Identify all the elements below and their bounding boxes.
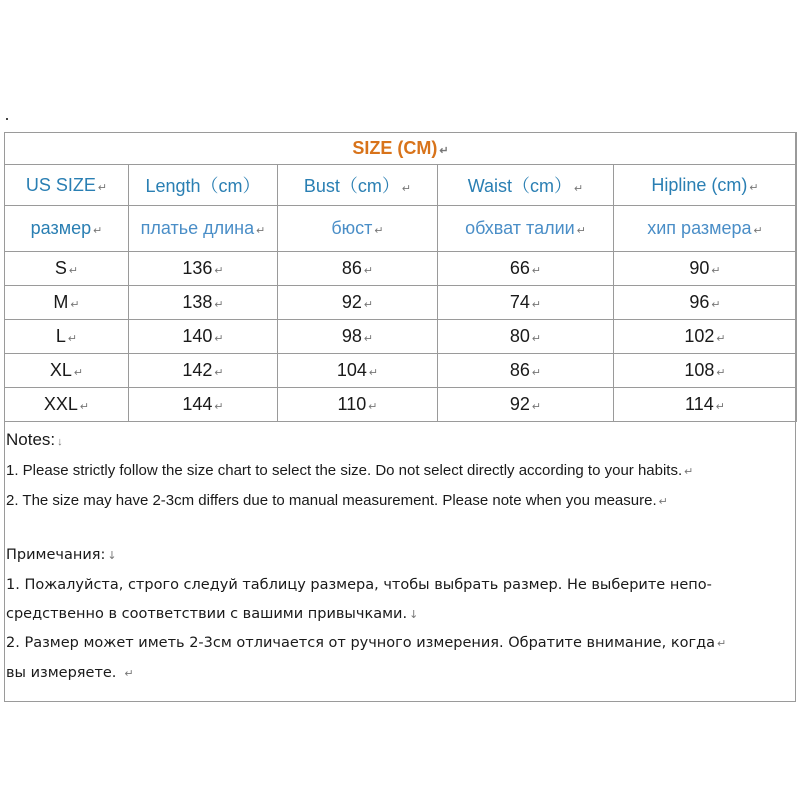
cell-size: XL ↵: [5, 354, 129, 388]
note-en-2: 2. The size may have 2-3cm differs due to manual measurement. Please note when you measure. ↵: [6, 492, 668, 509]
header-waist: Waist（cm） ↵: [438, 165, 614, 206]
cell-size: S ↵: [5, 252, 129, 286]
note-ru-1-line-2: средственно в соответствии с вашими привычками. ↓: [6, 606, 419, 622]
cell-hipline: 114 ↵: [614, 388, 797, 422]
cell-waist: 74 ↵: [438, 286, 614, 320]
note-ru-2-line-1: 2. Размер может иметь 2-3см отличается от ручного измерения. Обратите внимание, когда ↵: [6, 635, 727, 651]
cell-length: 142 ↵: [129, 354, 278, 388]
cell-bust: 86 ↵: [278, 252, 438, 286]
cell-bust: 104 ↵: [278, 354, 438, 388]
header-length: Length（cm）: [129, 165, 278, 206]
cell-size: L ↵: [5, 320, 129, 354]
note-en-1: 1. Please strictly follow the size chart to select the size. Do not select directly according to your habits. ↵: [6, 462, 694, 479]
cell-hipline: 108 ↵: [614, 354, 797, 388]
header-ru-size: размер ↵: [5, 206, 129, 252]
header-ru-length: платье длина ↵: [129, 206, 278, 252]
cell-bust: 110 ↵: [278, 388, 438, 422]
cell-size: M ↵: [5, 286, 129, 320]
cell-hipline: 90 ↵: [614, 252, 797, 286]
cell-bust: 92 ↵: [278, 286, 438, 320]
cell-length: 138 ↵: [129, 286, 278, 320]
note-ru-2-line-2: вы измеряете. ↵: [6, 665, 134, 681]
notes-heading-ru: Примечания: ↓: [6, 547, 117, 563]
notes-heading-en: Notes: ↓: [6, 430, 63, 449]
cell-length: 140 ↵: [129, 320, 278, 354]
cell-bust: 98 ↵: [278, 320, 438, 354]
note-ru-1-line-1: 1. Пожалуйста, строго следуй таблицу размера, чтобы выбрать размер. Не выберите непо-: [6, 577, 712, 593]
stray-dot: [6, 118, 8, 120]
header-bust: Bust（cm） ↵: [278, 165, 438, 206]
table-title-text: SIZE (CM): [352, 138, 438, 158]
return-mark: ↵: [439, 145, 449, 157]
cell-waist: 80 ↵: [438, 320, 614, 354]
cell-waist: 66 ↵: [438, 252, 614, 286]
header-hipline: Hipline (cm) ↵: [614, 165, 797, 206]
header-ru-hipline: хип размера ↵: [614, 206, 797, 252]
cell-waist: 92 ↵: [438, 388, 614, 422]
cell-size: XXL ↵: [5, 388, 129, 422]
cell-waist: 86 ↵: [438, 354, 614, 388]
cell-length: 136 ↵: [129, 252, 278, 286]
cell-hipline: 96 ↵: [614, 286, 797, 320]
header-us-size: US SIZE ↵: [5, 165, 129, 206]
header-ru-bust: бюст ↵: [278, 206, 438, 252]
header-ru-waist: обхват талии ↵: [438, 206, 614, 252]
cell-hipline: 102 ↵: [614, 320, 797, 354]
cell-length: 144 ↵: [129, 388, 278, 422]
